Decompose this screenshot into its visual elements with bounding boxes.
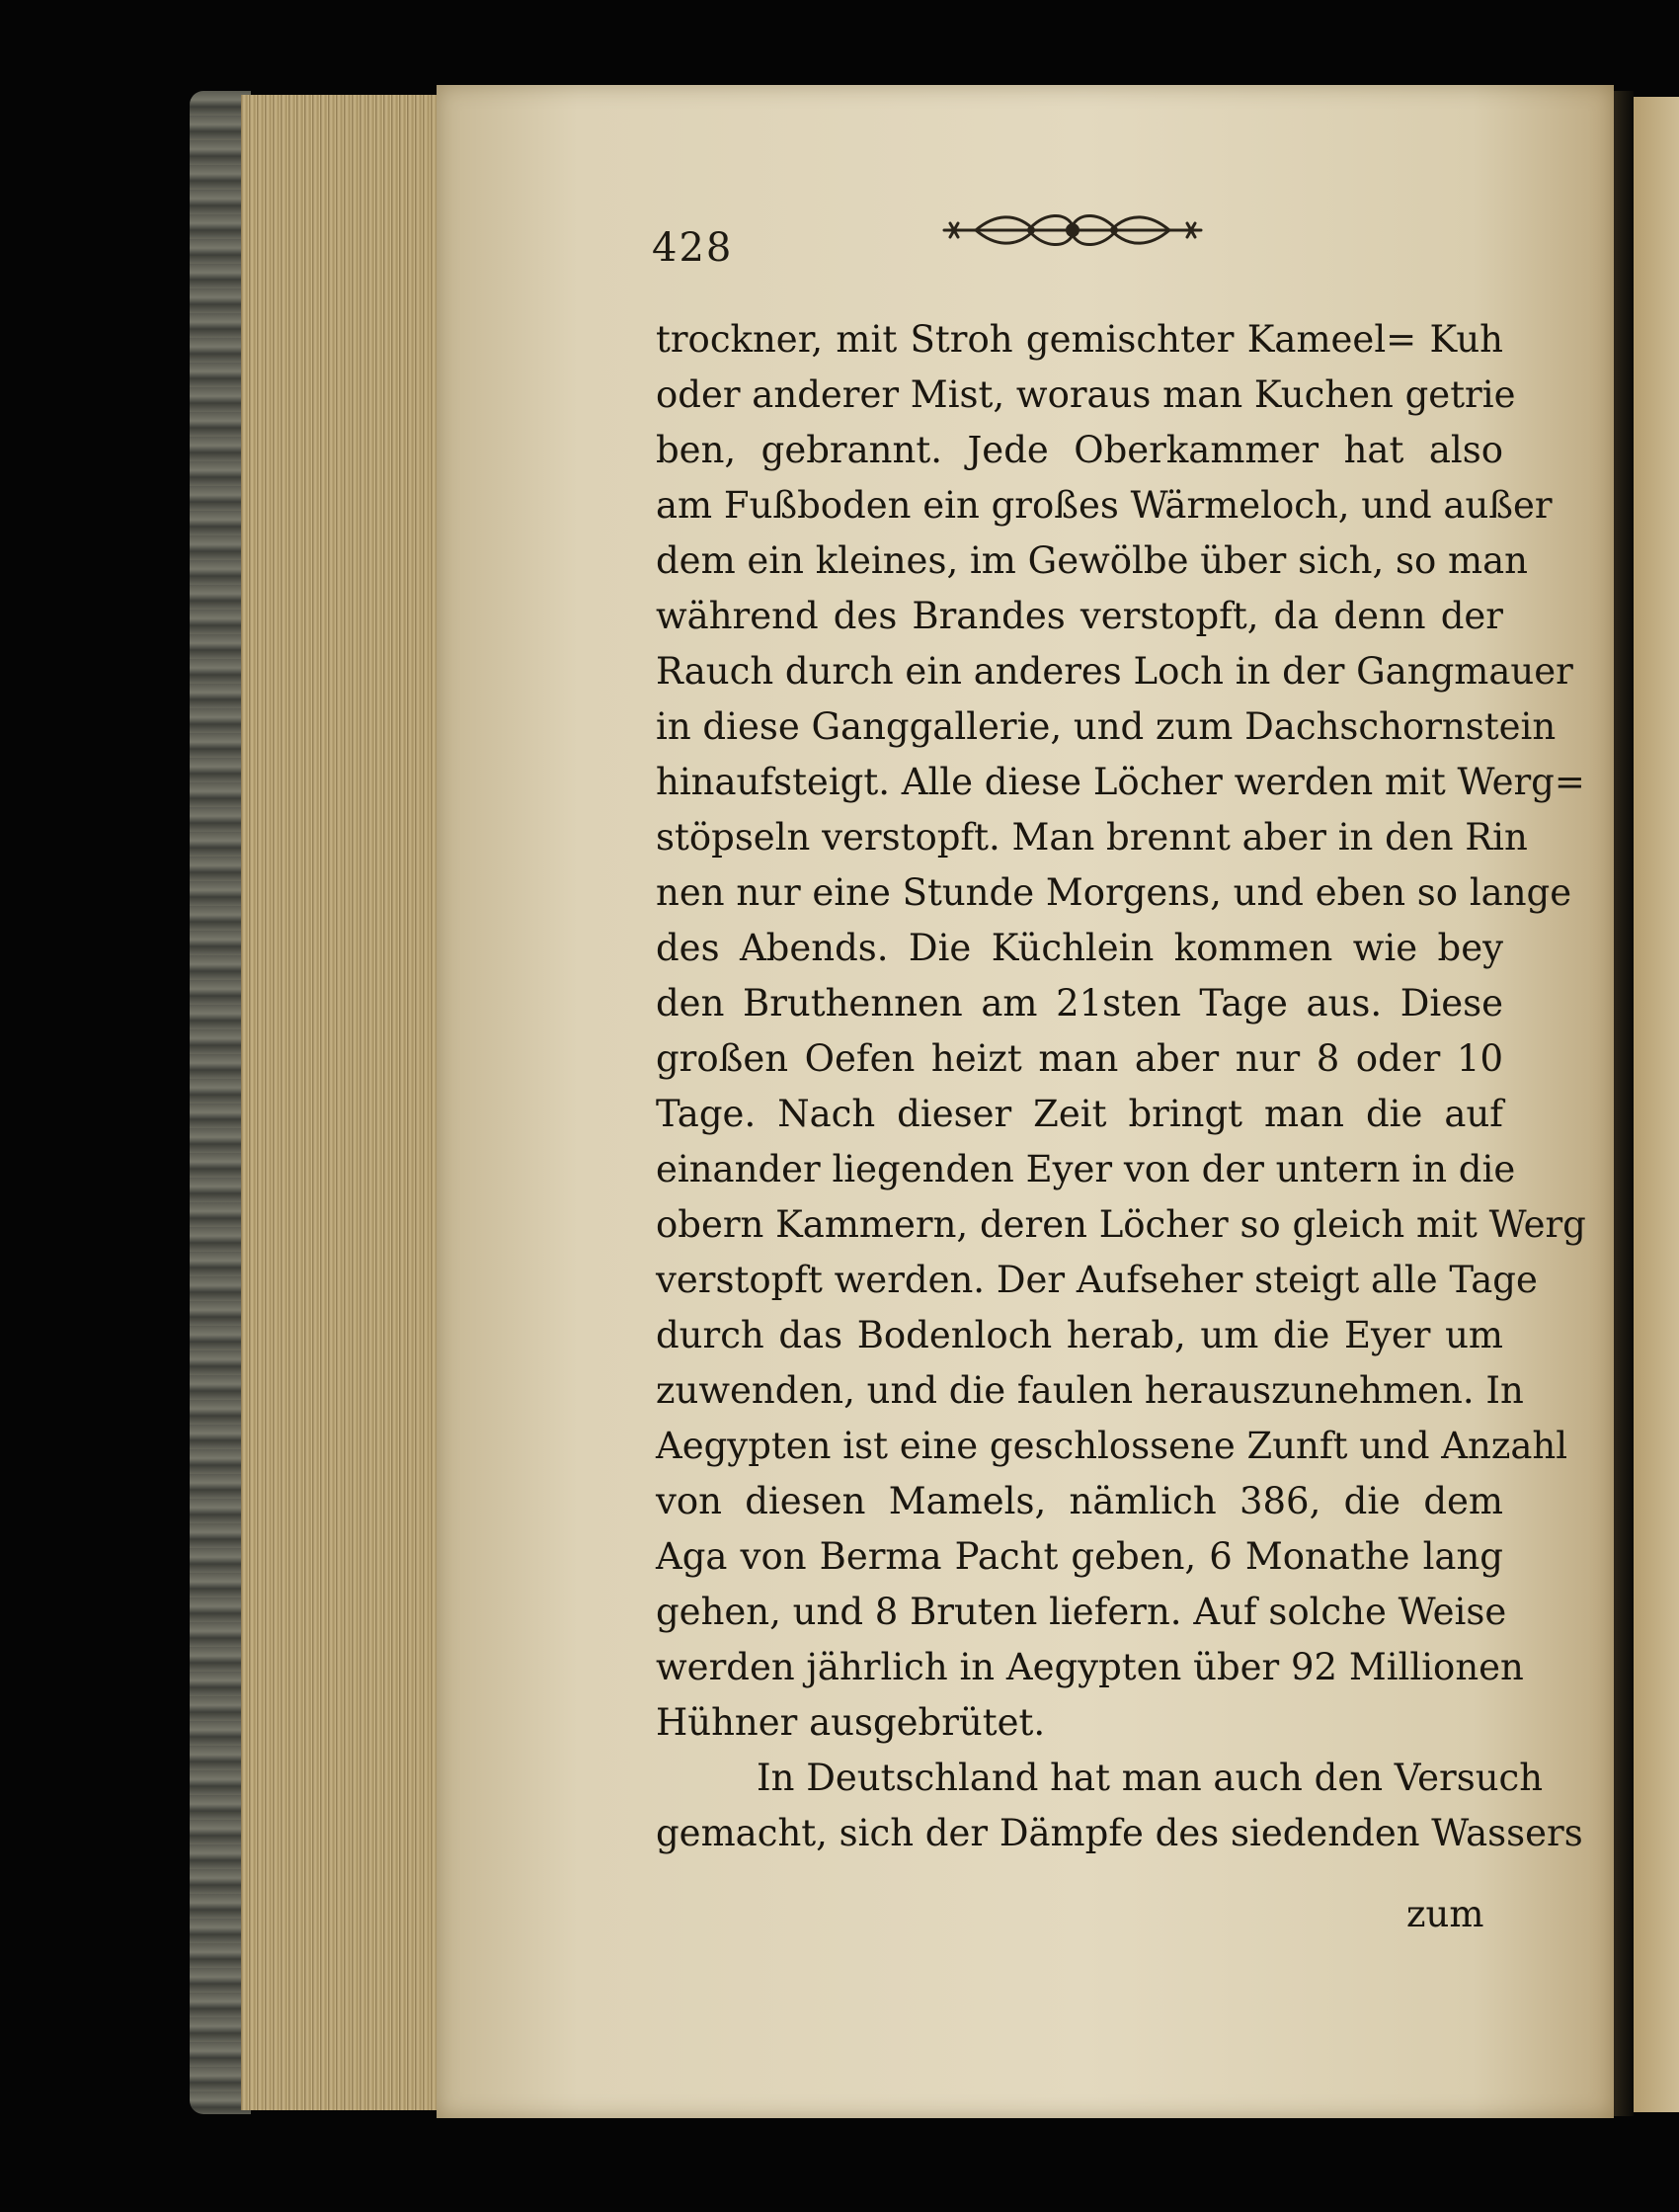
text-line: großen Oefen heizt man aber nur 8 oder 10: [656, 1037, 1503, 1080]
text-line: dem ein kleines, im Gewölbe über sich, so man: [656, 539, 1528, 582]
text-line: verstopft werden. Der Aufseher steigt alle Tage: [656, 1259, 1538, 1301]
text-line: nen nur eine Stunde Morgens, und eben so lange: [656, 871, 1572, 914]
text-line: obern Kammern, deren Löcher so gleich mit Werg: [656, 1203, 1586, 1246]
text-line: in diese Ganggallerie, und zum Dachschornstein: [656, 705, 1557, 748]
text-line: oder anderer Mist, woraus man Kuchen getrie: [656, 373, 1516, 416]
text-line: zuwenden, und die faulen herauszunehmen. In: [656, 1369, 1524, 1412]
text-line: Rauch durch ein anderes Loch in der Gangmauer: [656, 650, 1573, 693]
text-line: werden jährlich in Aegypten über 92 Millionen: [656, 1646, 1524, 1688]
text-line: hinaufsteigt. Alle diese Löcher werden mit Werg=: [656, 761, 1585, 803]
text-line: Aga von Berma Pacht geben, 6 Monathe lang: [656, 1535, 1503, 1578]
body-text: [656, 312, 1586, 1861]
text-line: ben, gebrannt. Jede Oberkammer hat also: [656, 429, 1503, 471]
text-line: Tage. Nach dieser Zeit bringt man die auf: [656, 1093, 1503, 1135]
catchword: zum: [1406, 1893, 1484, 1935]
book-gutter: [1614, 91, 1634, 2116]
text-line: des Abends. Die Küchlein kommen wie bey: [656, 927, 1503, 969]
text-line: einander liegenden Eyer von der untern in die: [656, 1148, 1516, 1190]
text-line: durch das Bodenloch herab, um die Eyer um: [656, 1314, 1503, 1356]
text-line: von diesen Mamels, nämlich 386, die dem: [656, 1480, 1503, 1522]
page-edges: [241, 95, 458, 2110]
text-line: während des Brandes verstopft, da denn der: [656, 595, 1503, 637]
page-number: 428: [652, 225, 734, 271]
text-line: den Bruthennen am 21sten Tage aus. Diese: [656, 982, 1503, 1024]
text-line: Hühner ausgebrütet.: [656, 1701, 1046, 1744]
text-line: stöpseln verstopft. Man brennt aber in den Rin: [656, 816, 1528, 859]
text-line: In Deutschland hat man auch den Versuch: [757, 1757, 1544, 1799]
text-line: gemacht, sich der Dämpfe des siedenden Wassers: [656, 1812, 1583, 1854]
facing-page-edge: [1634, 97, 1679, 2112]
text-line: Aegypten ist eine geschlossene Zunft und Anzahl: [656, 1425, 1568, 1467]
text-line: am Fußboden ein großes Wärmeloch, und außer: [656, 484, 1553, 527]
text-line: gehen, und 8 Bruten liefern. Auf solche Weise: [656, 1591, 1507, 1633]
floral-vignette-icon: [936, 205, 1209, 255]
text-line: trockner, mit Stroh gemischter Kameel= Kuh: [656, 318, 1503, 361]
